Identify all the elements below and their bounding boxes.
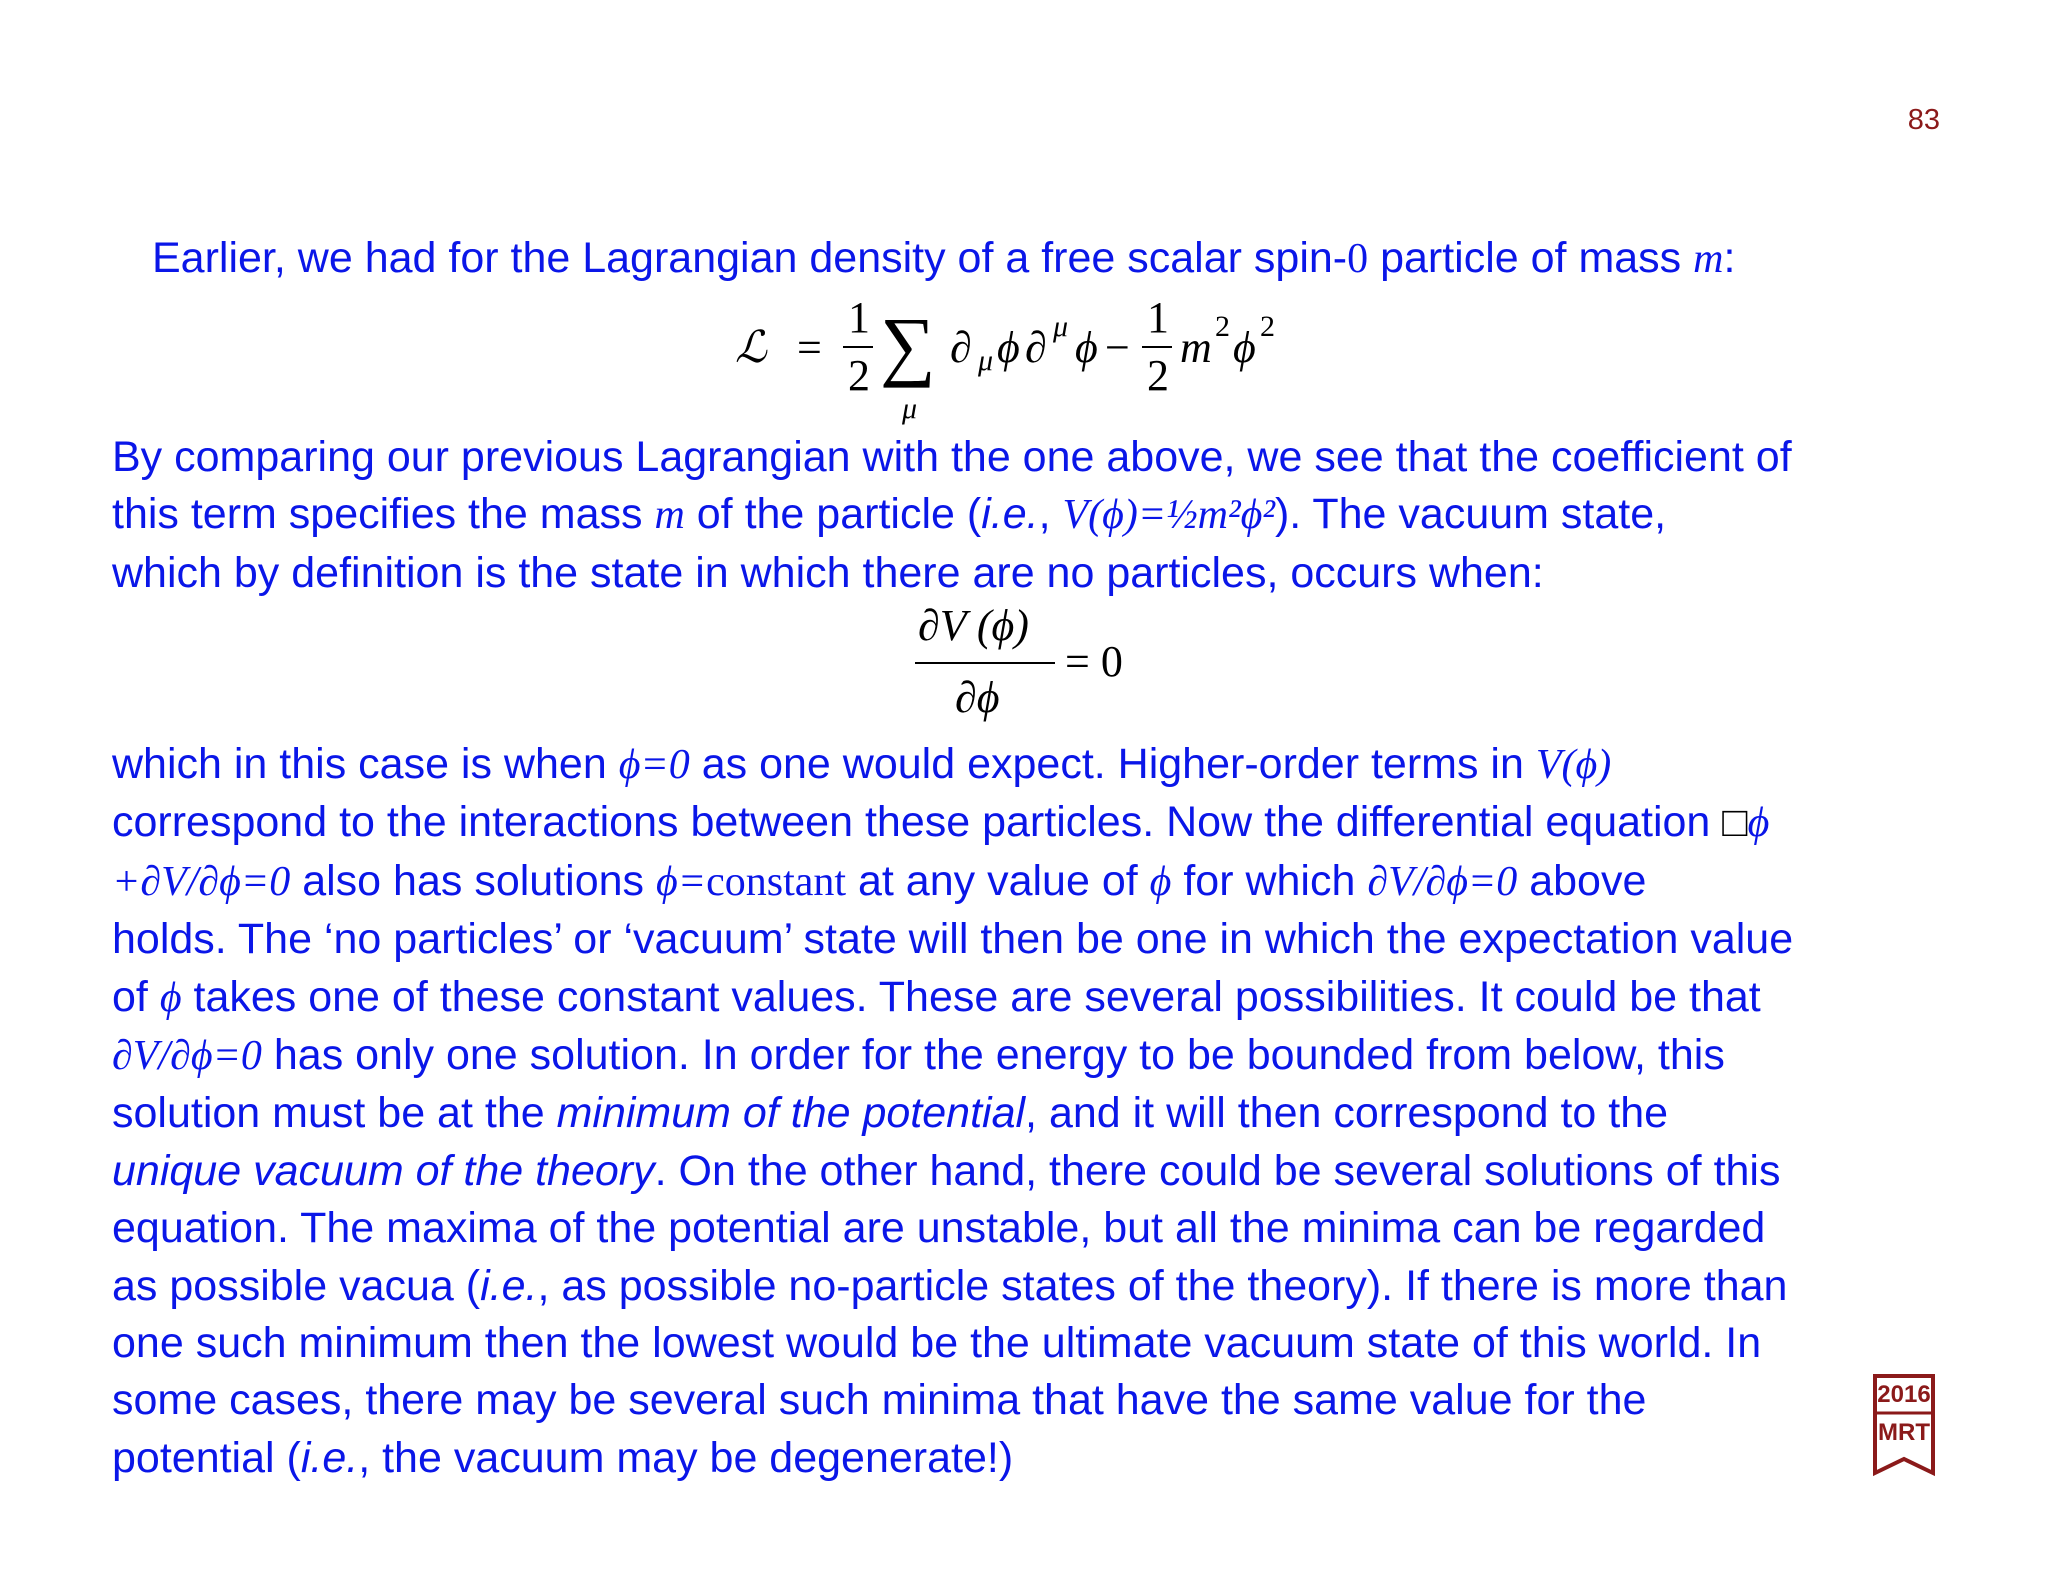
- para3-l3-text-b: at any value of: [846, 856, 1150, 905]
- half-numerator: 1: [848, 293, 870, 342]
- para3-l3-text-c: for which: [1171, 856, 1368, 905]
- para3-l10-text-a: as possible vacua (: [112, 1261, 481, 1310]
- para3-line11: one such minimum then the lowest would be the ultimate vacuum state of this world. In: [112, 1319, 1762, 1368]
- para3-l1-text-a: which in this case is when: [112, 740, 619, 788]
- mrt-2016-badge: [1872, 1373, 1936, 1477]
- para3-line9: equation. The maxima of the potential are unstable, but all the minima can be regarded: [112, 1204, 1766, 1253]
- partial-2: ∂: [1025, 323, 1047, 372]
- intro-zero: 0: [1347, 236, 1369, 282]
- lower-mu: μ: [978, 344, 994, 377]
- intro-colon: :: [1723, 234, 1736, 282]
- para3-line13: [112, 1430, 1793, 1487]
- half-denominator-2: 2: [1147, 351, 1169, 400]
- intro-mass-symbol: m: [1693, 236, 1724, 282]
- para2-line2-text-b: of the particle (: [684, 490, 982, 539]
- para3-line2: [112, 794, 1793, 852]
- derivative-condition-2: ∂V/∂ϕ=0: [112, 1033, 262, 1080]
- para3-line5: [112, 969, 1793, 1027]
- para3-l10-ie: i.e.: [480, 1261, 538, 1310]
- phi-square: 2: [1260, 310, 1275, 343]
- intro-line: [152, 230, 1735, 288]
- lagrangian-symbol: ℒ: [735, 323, 767, 372]
- mass-m: m: [1180, 323, 1212, 372]
- phi-1: ϕ: [997, 323, 1020, 372]
- para3-l13-ie: i.e.: [300, 1433, 359, 1482]
- para3-l5-text-a: of: [112, 972, 160, 1021]
- dalembertian-box-icon: □: [1722, 800, 1748, 847]
- para3-l6-text: has only one solution. In order for the energy to be bounded from below, this: [261, 1031, 1725, 1080]
- para3-l2-text: correspond to the interactions between these particles. Now the differential equation: [112, 798, 1723, 847]
- para3-l3-text-d: above: [1517, 856, 1647, 905]
- derivative-denominator: ∂ϕ: [955, 673, 1000, 722]
- para2-line2-text-a: this term specifies the mass: [112, 490, 655, 539]
- para3-l13-text-b: , the vacuum may be degenerate!): [358, 1433, 1014, 1482]
- page-number: 83: [1907, 104, 1940, 136]
- para3-l5-text-b: takes one of these constant values. These are several possibilities. It could be that: [181, 972, 1761, 1021]
- phi-equals: ϕ=: [655, 858, 707, 905]
- badge-year: 2016: [1877, 1381, 1931, 1408]
- para3-line10: [112, 1258, 1793, 1315]
- para2-line3: which by definition is the state in which there are no particles, occurs when:: [112, 548, 1544, 597]
- para3-l8-text: . On the other hand, there could be several solutions of this: [654, 1146, 1781, 1195]
- unique-vacuum-emphasis: unique vacuum of the theory: [112, 1146, 655, 1195]
- derivative-numerator: ∂V (ϕ): [918, 601, 1029, 650]
- para3-l3-phi: ϕ: [1149, 858, 1172, 905]
- para2-line2: [112, 486, 1792, 544]
- para2-potential-formula: V(ϕ)=½m²ϕ²: [1062, 492, 1275, 539]
- para3-l7-text-b: , and it will then correspond to the: [1025, 1089, 1669, 1138]
- phi-3: ϕ: [1233, 323, 1256, 372]
- para3-line3: [112, 853, 1793, 911]
- para3-line7: [112, 1085, 1793, 1142]
- intro-mid: particle of mass: [1368, 234, 1694, 282]
- field-equation-term: +∂V/∂ϕ=0: [112, 858, 291, 905]
- para3-l5-phi: ϕ: [159, 974, 182, 1021]
- para3-l7-text-a: solution must be at the: [112, 1089, 557, 1138]
- para2-line1: By comparing our previous Lagrangian with the one above, we see that the coefficient of: [112, 433, 1792, 481]
- minimum-of-potential-emphasis: minimum of the potential: [556, 1089, 1026, 1138]
- para2-line2-text-c: ,: [1038, 490, 1063, 539]
- minus-sign: −: [1105, 323, 1130, 372]
- para2-line2-text-d: ). The vacuum state,: [1274, 490, 1667, 539]
- constant-word: constant: [706, 858, 847, 905]
- para3-l13-text-a: potential (: [112, 1433, 301, 1482]
- intro-text: Earlier, we had for the Lagrangian density of a free scalar spin-: [152, 234, 1348, 282]
- phi-2: ϕ: [1075, 323, 1098, 372]
- paragraph-comparison: [112, 429, 1792, 602]
- para3-line4: holds. The ‘no particles’ or ‘vacuum’ state will then be one in which the expectation value: [112, 915, 1794, 964]
- upper-mu: μ: [1053, 310, 1069, 343]
- mass-square: 2: [1215, 310, 1230, 343]
- derivative-condition: ∂V/∂ϕ=0: [1367, 858, 1518, 905]
- half-numerator-2: 1: [1147, 293, 1169, 342]
- para3-l10-text-b: , as possible no-particle states of the theory). If there is more than: [537, 1261, 1788, 1310]
- para2-ie: i.e.: [981, 490, 1039, 539]
- para3-l1-text-b: as one would expect. Higher-order terms in: [689, 740, 1536, 788]
- para2-mass-symbol: m: [654, 492, 685, 539]
- para3-line12: some cases, there may be several such minima that have the same value for the: [112, 1376, 1647, 1425]
- para3-line6: [112, 1027, 1793, 1085]
- vacuum-condition-equation: [910, 600, 1150, 730]
- badge-initials: MRT: [1878, 1419, 1930, 1446]
- equals-zero: = 0: [1065, 637, 1123, 686]
- equals-sign: =: [797, 323, 822, 372]
- paragraph-vacuum: [112, 736, 1793, 1487]
- phi-equals-zero: ϕ=0: [618, 742, 690, 788]
- potential-v-phi: V(ϕ): [1535, 742, 1612, 788]
- half-fraction-bar: [843, 346, 873, 348]
- para3-line1: [112, 736, 1793, 794]
- para3-l3-text-a: also has solutions: [290, 856, 656, 905]
- lagrangian-equation: [735, 292, 1335, 432]
- summation-index: μ: [902, 392, 918, 425]
- summation-sign: ∑: [880, 301, 936, 388]
- half-fraction-bar-2: [1142, 346, 1172, 348]
- half-denominator: 2: [848, 351, 870, 400]
- para3-line8: [112, 1143, 1793, 1200]
- para3-l2-phi: ϕ: [1747, 800, 1770, 847]
- derivative-fraction-bar: [915, 662, 1055, 664]
- partial-1: ∂: [950, 323, 972, 372]
